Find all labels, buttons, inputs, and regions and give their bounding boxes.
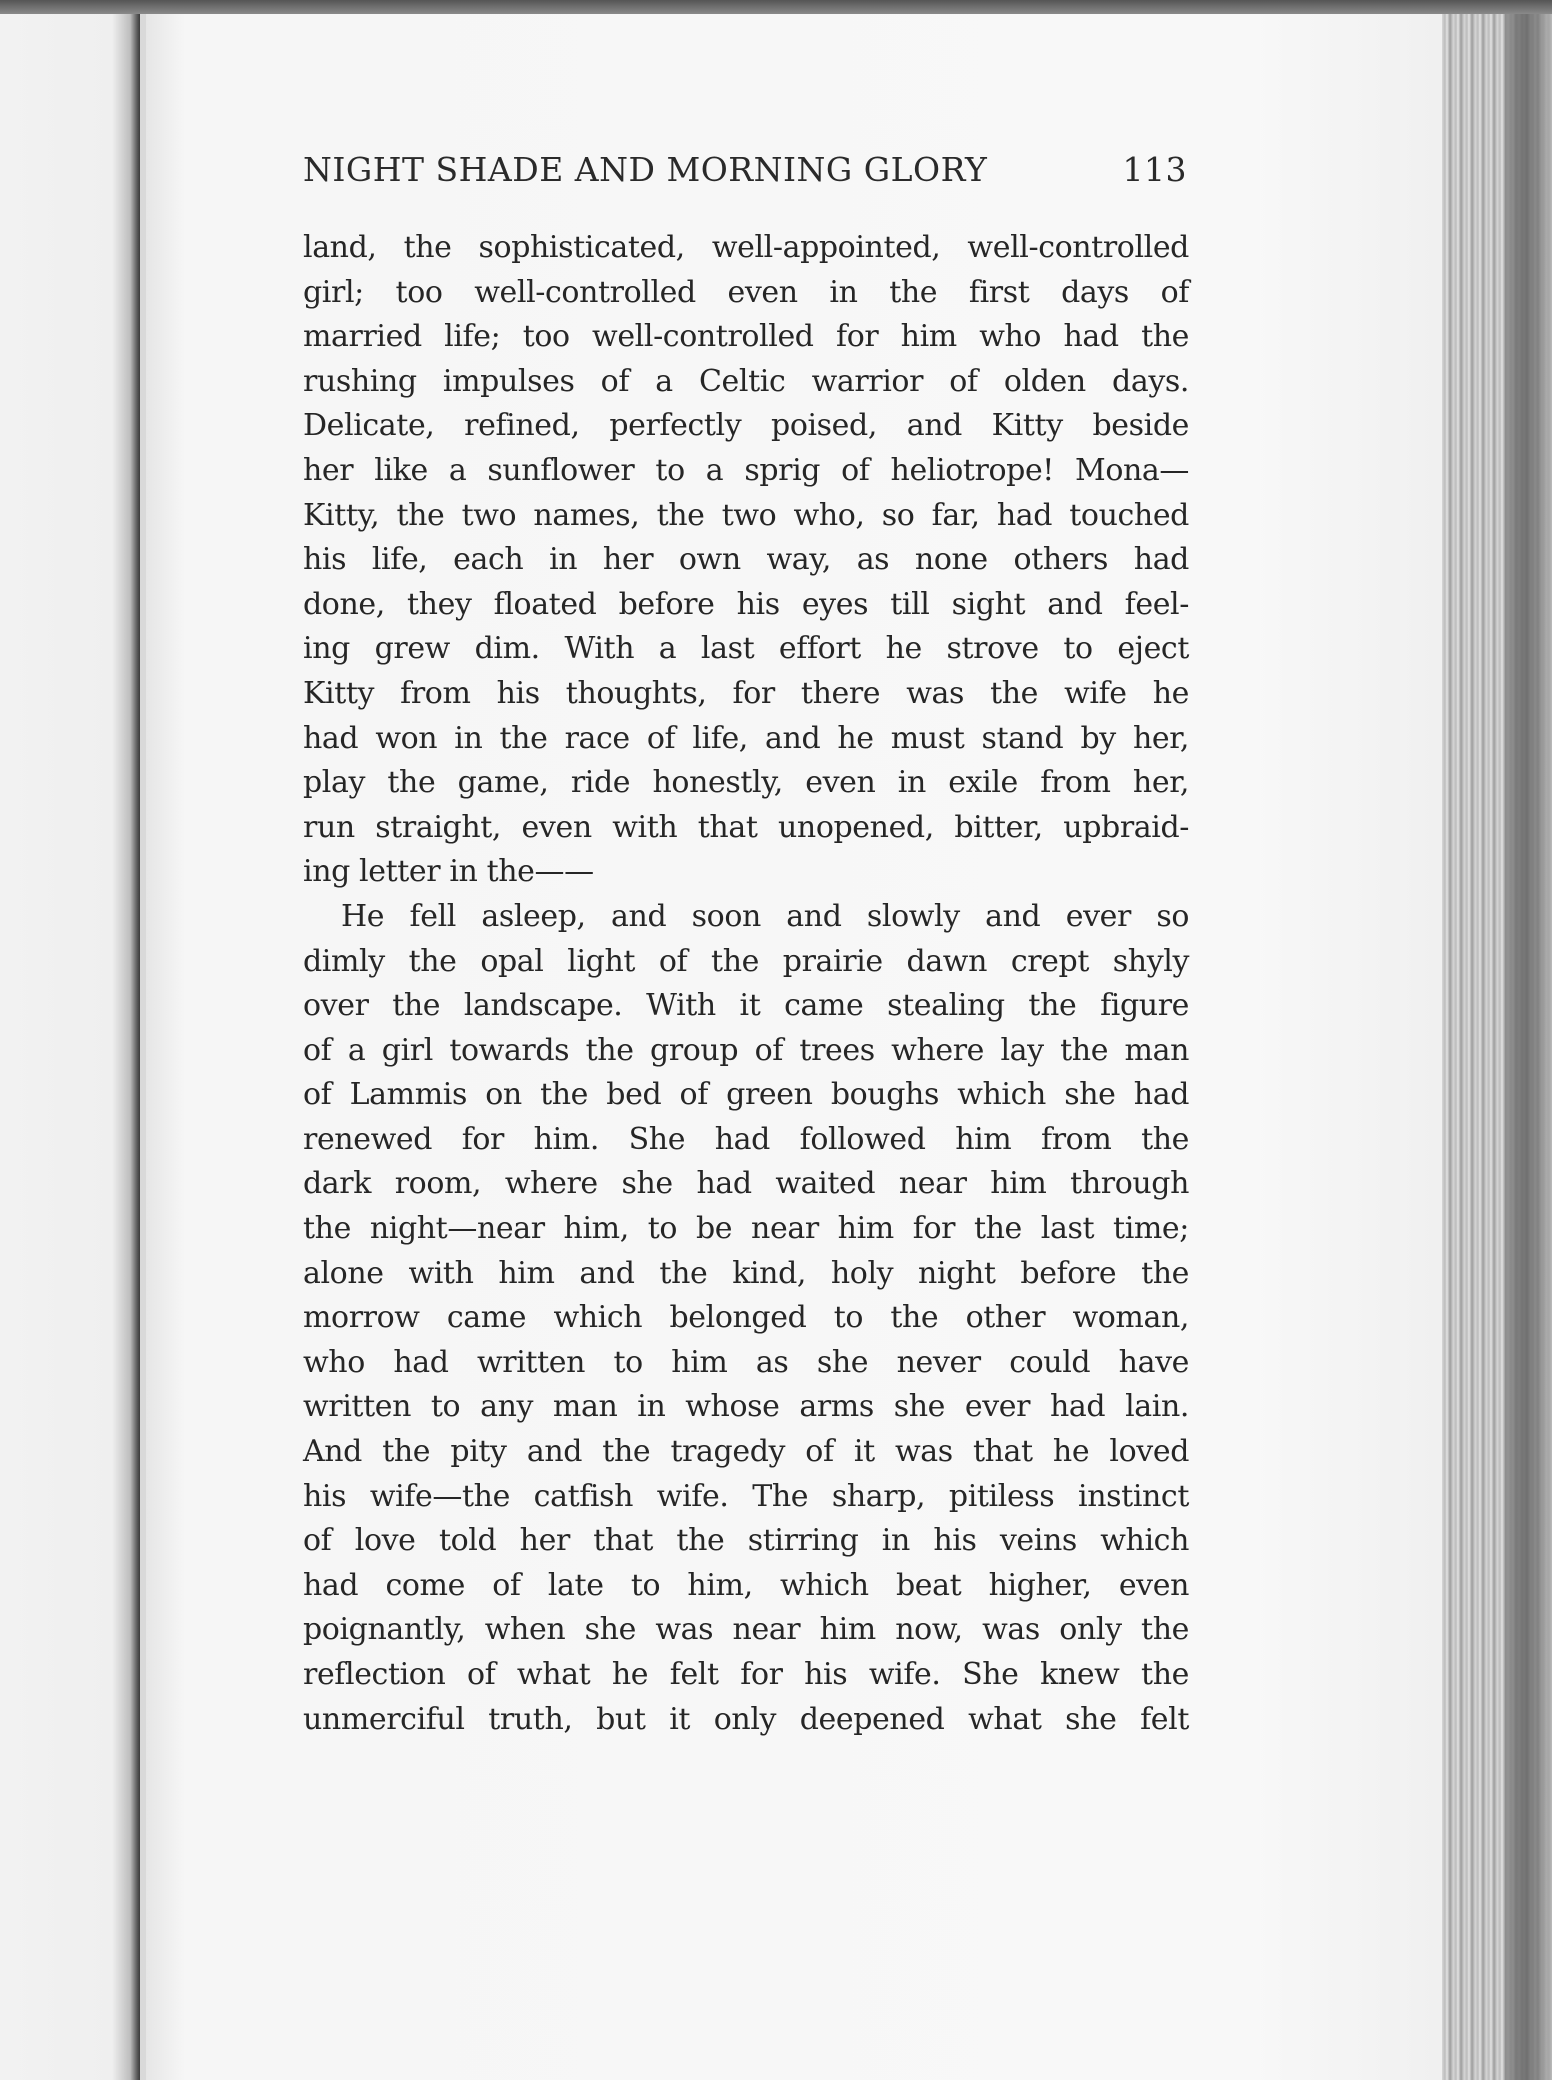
- text-line: who had written to him as she never could have: [303, 1344, 1189, 1380]
- text-line: dimly the opal light of the prairie dawn crept shyly: [303, 943, 1189, 979]
- text-line: play the game, ride honestly, even in exile from her,: [303, 765, 1189, 801]
- book-spine-shadow: [1505, 14, 1552, 2080]
- text-line: her like a sunflower to a sprig of heliotrope! Mona—: [303, 452, 1189, 488]
- text-line: done, they floated before his eyes till sight and feel-: [303, 586, 1189, 622]
- text-line: dark room, where she had waited near him through: [303, 1166, 1189, 1202]
- text-line: ing grew dim. With a last effort he strove to eject: [303, 631, 1189, 667]
- text-line: had won in the race of life, and he must stand by her,: [303, 720, 1189, 756]
- text-line: Delicate, refined, perfectly poised, and Kitty beside: [303, 408, 1189, 444]
- text-line: Kitty from his thoughts, for there was the wife he: [303, 675, 1189, 711]
- text-line: alone with him and the kind, holy night before the: [303, 1255, 1189, 1291]
- text-line: over the landscape. With it came stealing the figure: [303, 988, 1189, 1024]
- text-line: morrow came which belonged to the other woman,: [303, 1300, 1189, 1336]
- text-line: married life; too well-controlled for him who had the: [303, 319, 1189, 355]
- text-line: his wife—the catfish wife. The sharp, pitiless instinct: [303, 1478, 1189, 1514]
- text-line: the night—near him, to be near him for the last time;: [303, 1211, 1189, 1247]
- text-line: renewed for him. She had followed him from the: [303, 1121, 1189, 1157]
- text-line: had come of late to him, which beat higher, even: [303, 1567, 1189, 1603]
- page-number: 113: [1122, 150, 1187, 189]
- text-line: rushing impulses of a Celtic warrior of olden days.: [303, 363, 1189, 399]
- body-text: [303, 226, 1189, 1742]
- text-line: his life, each in her own way, as none others had: [303, 542, 1189, 578]
- text-line: poignantly, when she was near him now, was only the: [303, 1612, 1189, 1648]
- paragraph-first-line: He fell asleep, and soon and slowly and ever so: [341, 898, 1189, 934]
- running-title: NIGHT SHADE AND MORNING GLORY: [303, 150, 988, 189]
- text-line: ing letter in the——: [303, 854, 594, 890]
- running-header: [303, 150, 1187, 189]
- text-line: written to any man in whose arms she ever had lain.: [303, 1389, 1189, 1425]
- text-line: Kitty, the two names, the two who, so far, had touched: [303, 497, 1189, 533]
- text-line: of love told her that the stirring in his veins which: [303, 1523, 1189, 1559]
- text-line: reflection of what he felt for his wife. She knew the: [303, 1657, 1189, 1692]
- text-line: of a girl towards the group of trees where lay the man: [303, 1032, 1189, 1068]
- text-line: run straight, even with that unopened, bitter, upbraid-: [303, 809, 1189, 845]
- text-line: of Lammis on the bed of green boughs which she had: [303, 1077, 1189, 1113]
- text-line: And the pity and the tragedy of it was that he loved: [303, 1434, 1189, 1470]
- left-page-margin: [0, 14, 140, 2080]
- text-line: land, the sophisticated, well-appointed, well-controlled: [303, 230, 1189, 265]
- text-line: unmerciful truth, but it only deepened what she felt: [303, 1701, 1189, 1737]
- scan-top-border: [0, 0, 1552, 14]
- text-line: girl; too well-controlled even in the first days of: [303, 274, 1189, 310]
